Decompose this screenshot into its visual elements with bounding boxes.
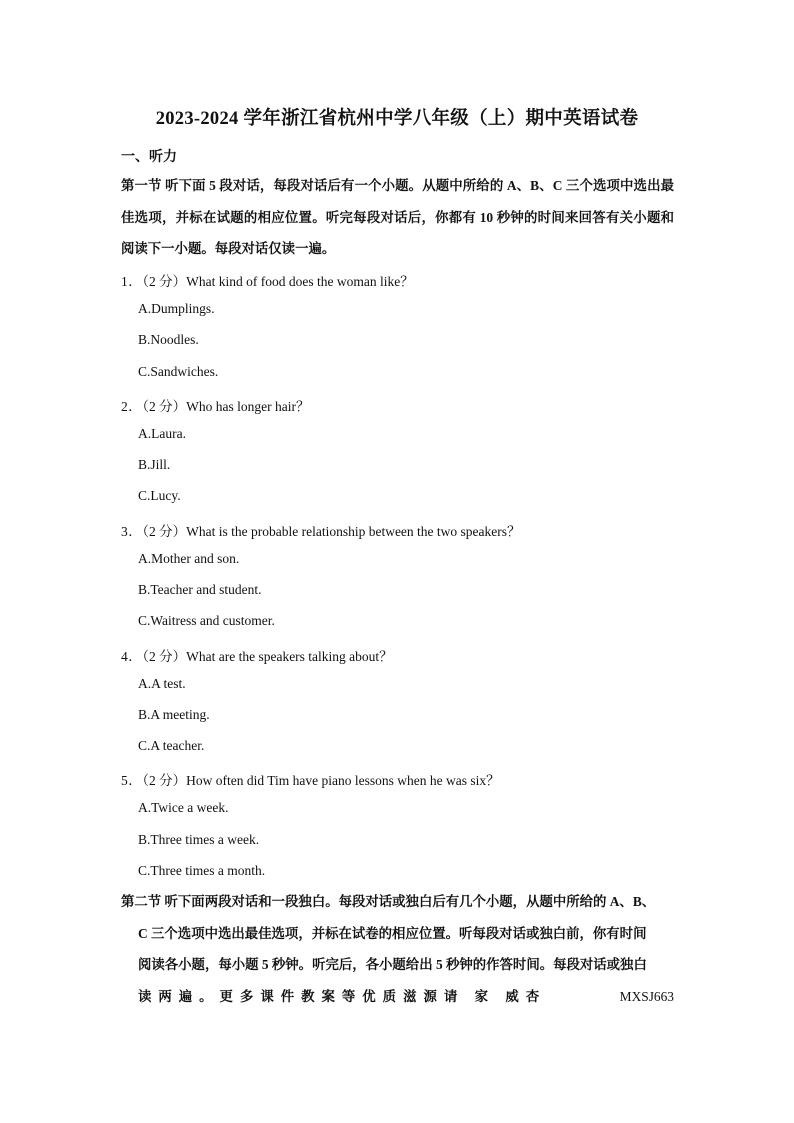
- question-1: [121, 270, 414, 290]
- question-number: 1．: [121, 274, 143, 289]
- option-4b: B.A meeting.: [138, 707, 210, 722]
- option-3c: C.Waitress and customer.: [138, 613, 275, 628]
- question-number: 2．: [121, 399, 143, 414]
- option-1c: C.Sandwiches.: [138, 364, 219, 379]
- part1-instructions: 第一节 听下面 5 段对话，每段对话后有一个小题。从题中所给的 A、B、C 三个选项中选出最佳选项，并标在试题的相应位置。听完每段对话后，你都有 10 秒钟的时间来回答有关小题和阅读下一小题。每段对话仅读一遍。: [121, 178, 674, 256]
- part2-line-3: 阅读各小题，每小题 5 秒钟。听完后，各小题给出 5 秒钟的作答时间。每段对话或独白: [138, 957, 647, 972]
- question-score: （2 分）: [142, 649, 187, 664]
- option-1a: A.Dumplings.: [138, 301, 215, 316]
- part2-line-4: [121, 981, 674, 1013]
- part2-last-line-text: 读两遍。更多课件教案等优质滋源请 家 威杏: [138, 988, 547, 1004]
- part2-line-1: 第二节 听下面两段对话和一段独白。每段对话或独白后有几个小题，从题中所给的 A、B、: [121, 894, 656, 909]
- part2-instructions: [121, 886, 674, 1012]
- option-2a: A.Laura.: [138, 426, 186, 441]
- section-heading-listening: 一、听力: [121, 150, 177, 165]
- option-5a: A.Twice a week.: [138, 800, 229, 815]
- option-4c: C.A teacher.: [138, 738, 205, 753]
- option-2b: B.Jill.: [138, 457, 171, 472]
- question-5: [121, 769, 500, 789]
- question-text: Who has longer hair？: [186, 399, 310, 414]
- option-5c: C.Three times a month.: [138, 863, 266, 878]
- question-score: （2 分）: [142, 274, 187, 289]
- question-3: [121, 520, 521, 540]
- option-5b: B.Three times a week.: [138, 832, 260, 847]
- part2-line-2: C 三个选项中选出最佳选项，并标在试卷的相应位置。听每段对话或独白前，你有时间: [138, 925, 647, 941]
- question-number: 3．: [121, 524, 143, 539]
- option-3a: A.Mother and son.: [138, 551, 240, 566]
- question-number: 4．: [121, 649, 143, 664]
- question-text: What kind of food does the woman like？: [186, 274, 414, 289]
- option-3b: B.Teacher and student.: [138, 582, 262, 597]
- option-4a: A.A test.: [138, 676, 186, 691]
- question-score: （2 分）: [142, 399, 187, 414]
- page-title: 2023-2024 学年浙江省杭州中学八年级（上）期中英语试卷: [155, 109, 639, 129]
- question-text: What is the probable relationship between the two speakers？: [186, 524, 521, 539]
- option-2c: C.Lucy.: [138, 488, 181, 503]
- question-score: （2 分）: [142, 773, 187, 788]
- question-score: （2 分）: [142, 524, 187, 539]
- option-1b: B.Noodles.: [138, 332, 199, 347]
- question-number: 5．: [121, 773, 143, 788]
- question-2: [121, 395, 309, 415]
- question-4: [121, 645, 393, 665]
- question-text: What are the speakers talking about？: [186, 649, 393, 664]
- question-text: How often did Tim have piano lessons when he was six？: [186, 773, 500, 788]
- footer-code: MXSJ663: [619, 988, 674, 1004]
